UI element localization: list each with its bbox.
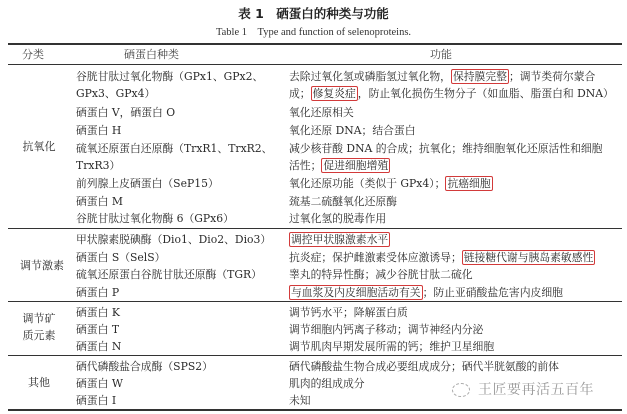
table-row: 硫氧还原蛋白还原酶（TrxR1、TrxR2、 减少核苷酸 DNA 的合成；抗氧化；维持细胞氧化还原活性和细胞 [76,142,603,155]
highlight-box: 修复炎症 [312,87,356,100]
highlight-box: 链接糖代谢与胰岛素敏感性 [463,251,594,264]
table-row-cont: TrxR3） 活性； 促进细胞增殖 [76,159,389,172]
header-rule [8,64,622,65]
highlight-box: 保持膜完整 [452,70,507,83]
table-row: 硒蛋白 M 巯基二硫醚氧化还原酶 [76,195,397,208]
header-function: 功能 [430,48,452,61]
table-row: 硒蛋白 W 肌肉的组成成分 [76,377,365,390]
table-caption-zh: 表 1 硒蛋白的种类与功能 [238,6,389,21]
table-row: 谷胱甘肽过氧化物酶 6（GPx6） 过氧化氢的脱毒作用 [76,212,387,225]
table-row: 硫氧还原蛋白谷胱甘肽还原酶（TGR） 睾丸的特异性酶；减少谷胱甘肽二硫化 [76,268,473,281]
table-row: 硒蛋白 S（SelS） 抗炎症；保护雌激素受体应激诱导； 链接糖代谢与胰岛素敏感性 [76,251,594,264]
header-category: 分类 [22,48,44,61]
table-row: 硒代磷酸盐合成酶（SPS2） 硒代磷酸盐生物合成必要组成成分；硒代半胱氨酸的前体 [76,360,559,373]
highlight-box: 抗癌细胞 [447,177,491,190]
highlight-box: 促进细胞增殖 [323,159,389,172]
highlight-box: 与血浆及内皮细胞活动有关 [291,286,421,299]
table-row: 硒蛋白 K 调节钙水平；降解蛋白质 [76,306,408,319]
group-divider [8,228,622,229]
table-row: 硒蛋白 P 与血浆及内皮细胞活动有关 ；防止亚硝酸盐危害内皮细胞 [76,286,563,299]
table-row: 谷胱甘肽过氧化物酶（GPx1、GPx2、 去除过氧化氢或磷脂氢过氧化物， 保持膜完整 ；调节类荷尔蒙合 [76,70,596,83]
table-row: 硒蛋白 N 调节肌肉早期发展所需的钙；维护卫星细胞 [76,340,495,353]
table-row: 硒蛋白 V，硒蛋白 O 氧化还原相关 [76,106,354,119]
category-mineral: 调节矿 质元素 [22,312,56,342]
category-hormone: 调节激素 [20,259,64,272]
table-row: 硒蛋白 H 氧化还原 DNA；结合蛋白 [76,124,416,137]
header-protein: 硒蛋白种类 [124,48,179,61]
table-caption-en: Table 1 Type and function of selenoproteins. [215,27,412,38]
table-row: 硒蛋白 I 未知 [76,394,311,407]
table-row: 甲状腺素脱碘酶（Dio1、Dio2、Dio3） 调控甲状腺激素水平 [76,233,389,246]
category-antioxidant: 抗氧化 [22,140,56,153]
watermark: 王匠要再活五百年 [452,379,594,399]
highlight-box: 调控甲状腺激素水平 [291,233,389,246]
table-row: 前列腺上皮硒蛋白（SeP15） 氧化还原功能（类似于 GPx4）； 抗癌细胞 [76,177,491,190]
table-row: 硒蛋白 T 调节细胞内钙离子移动；调节神经内分泌 [76,323,484,336]
table-header [0,45,627,64]
wechat-icon [452,383,470,397]
table-row-cont: GPx3、GPx4） 成； 修复炎症 ，防止氧化损伤生物分子（如血脂、脂蛋白和 DNA） [76,87,614,100]
category-other: 其他 [28,376,50,389]
